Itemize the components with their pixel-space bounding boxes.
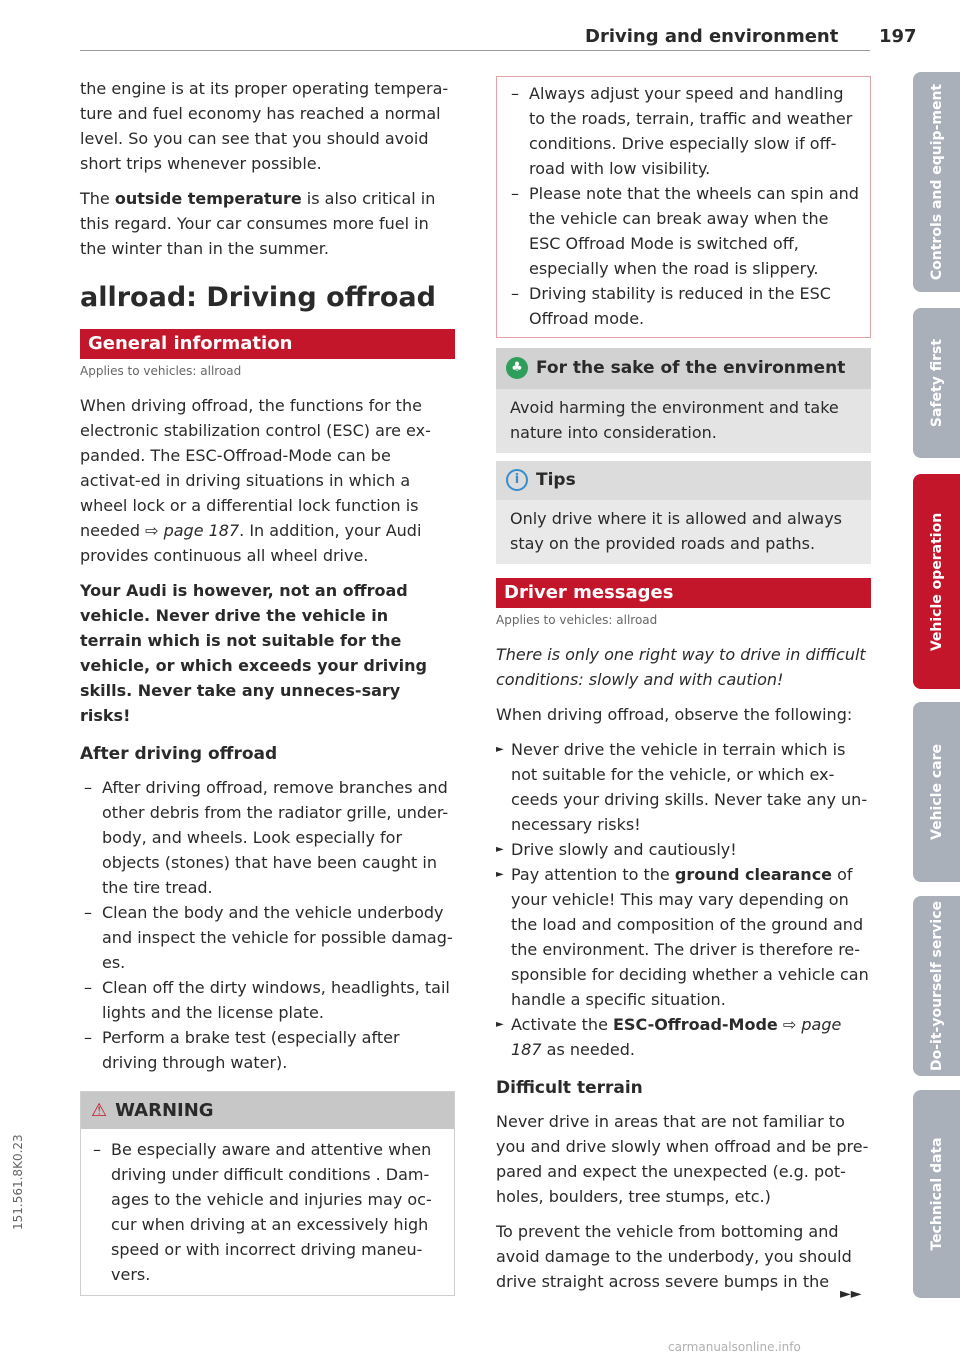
applies-note: Applies to vehicles: allroad (496, 613, 658, 627)
bold-term: outside temperature (114, 189, 302, 208)
warning-triangle-icon: ⚠ (91, 1100, 108, 1121)
list-item: – Please note that the wheels can spin and the vehicle can break away when the ESC Offroad Mode is switched off, especially when the road is slippery. (507, 181, 860, 281)
environment-box (496, 348, 871, 453)
footer-watermark: carmanualsonline.info (668, 1340, 801, 1354)
list-item: – Clean off the dirty windows, headlights, tail lights and the license plate. (80, 975, 455, 1025)
subheading: After driving offroad (80, 744, 278, 764)
paragraph: When driving offroad, the functions for the electronic stabilization control (ESC) are ex-panded. The ESC-Offroad-Mode can be activat-ed in driving situations in which a wheel lock or a differential lock function is needed ⇨ page 187. In addition, your Audi provides continuous all wheel drive. (80, 396, 431, 565)
environment-body: Avoid harming the environment and take nature into consideration. (510, 398, 839, 442)
intro-italic: There is only one right way to drive in difficult conditions: slowly and with caution! (496, 645, 866, 689)
instruction-list (496, 737, 871, 1062)
list-item: ► Drive slowly and cautiously! (496, 837, 871, 862)
continue-arrow-icon: ►► (840, 1286, 862, 1302)
info-icon: i (506, 469, 528, 491)
bold-term: ground clearance (674, 865, 833, 884)
list-item: ► Pay attention to the ground clearance of your vehicle! This may vary depending on the load and composition of the ground and the environment. The driver is therefore re-sponsible for deciding whether a vehicle can handle a specific situation. (496, 862, 871, 1012)
right-column (496, 76, 871, 1304)
subsection-bar: General information (80, 329, 455, 359)
warning-box (80, 1091, 455, 1296)
document-code: 151.561.8K0.23 (11, 1134, 25, 1230)
paragraph: Never drive in areas that are not familiar to you and drive slowly when offroad and be pre-pared and expect the unexpected (e.g. pot-holes, boulders, tree stumps, etc.) (496, 1112, 869, 1206)
list-item: – Be especially aware and attentive when driving under difficult conditions . Dam-ages to the vehicle and injuries may oc-cur when driving at an excessively high speed or with incorrect driving maneu-vers. (89, 1137, 446, 1287)
bold-notice: Your Audi is however, not an offroad vehicle. Never drive the vehicle in terrain which is not suitable for the vehicle, or which exceeds your driving skills. Never take any unneces-sary risks! (80, 581, 427, 725)
paragraph: The outside temperature is also critical in this regard. Your car consumes more fuel in the winter than in the summer. (80, 189, 436, 258)
environment-header (496, 348, 871, 389)
page-reference-link[interactable]: ⇨ page 187 (511, 1015, 842, 1059)
tips-header (496, 461, 871, 500)
sidebar-tab-vehicle-operation[interactable]: Vehicle operation (913, 474, 960, 689)
bold-term: ESC-Offroad-Mode (613, 1015, 778, 1034)
warning-header (81, 1092, 454, 1129)
page-number: 197 (879, 26, 917, 47)
list-item: – After driving offroad, remove branches and other debris from the radiator grille, under-body, and wheels. Look especially for objects (stones) that have been caught in the tire tread. (80, 775, 455, 900)
after-list (80, 775, 455, 1075)
paragraph: the engine is at its proper operating tempera-ture and fuel economy has reached a normal level. So you can see that you should avoid short trips whenever possible. (80, 79, 449, 173)
tips-body: Only drive where it is allowed and always stay on the provided roads and paths. (510, 509, 842, 553)
warning-body (81, 1129, 454, 1295)
page-reference-link[interactable]: ⇨ page 187 (145, 521, 240, 540)
list-item: ► Activate the ESC-Offroad-Mode ⇨ page 187 as needed. (496, 1012, 871, 1062)
sidebar-tab-controls[interactable]: Controls and equip-ment (913, 72, 960, 292)
paragraph: To prevent the vehicle from bottoming and avoid damage to the underbody, you should drive straight across severe bumps in the (496, 1222, 852, 1291)
section-heading: allroad: Driving offroad (80, 282, 436, 313)
list-item: – Perform a brake test (especially after driving through water). (80, 1025, 455, 1075)
list-item: – Clean the body and the vehicle underbody and inspect the vehicle for possible damag-es. (80, 900, 455, 975)
environment-title: For the sake of the environment (536, 358, 846, 378)
tips-box (496, 461, 871, 564)
subheading: Difficult terrain (496, 1078, 643, 1098)
sidebar-tab-safety[interactable]: Safety first (913, 308, 960, 458)
left-column (80, 76, 455, 1296)
leaf-icon: ♣ (506, 357, 528, 379)
header-rule (80, 50, 870, 51)
list-item: ► Never drive the vehicle in terrain which is not suitable for the vehicle, or which ex-ceeds your driving skills. Never take any un-necessary risks! (496, 737, 871, 837)
list-item: – Driving stability is reduced in the ESC Offroad mode. (507, 281, 860, 331)
sidebar-tab-diy-service[interactable]: Do-it-yourself service (913, 896, 960, 1076)
sidebar-tab-technical-data[interactable]: Technical data (913, 1090, 960, 1298)
applies-note: Applies to vehicles: allroad (80, 364, 242, 378)
tips-title: Tips (536, 470, 576, 490)
list-item: – Always adjust your speed and handling to the roads, terrain, traffic and weather conditions. Drive especially slow if off-road with low visibility. (507, 81, 860, 181)
paragraph: When driving offroad, observe the following: (496, 705, 853, 724)
section-title: Driving and environment (585, 26, 839, 47)
warning-title: WARNING (115, 1100, 214, 1121)
subsection-bar: Driver messages (496, 578, 871, 608)
sidebar-tab-vehicle-care[interactable]: Vehicle care (913, 702, 960, 882)
warning-continuation-box (496, 76, 871, 338)
